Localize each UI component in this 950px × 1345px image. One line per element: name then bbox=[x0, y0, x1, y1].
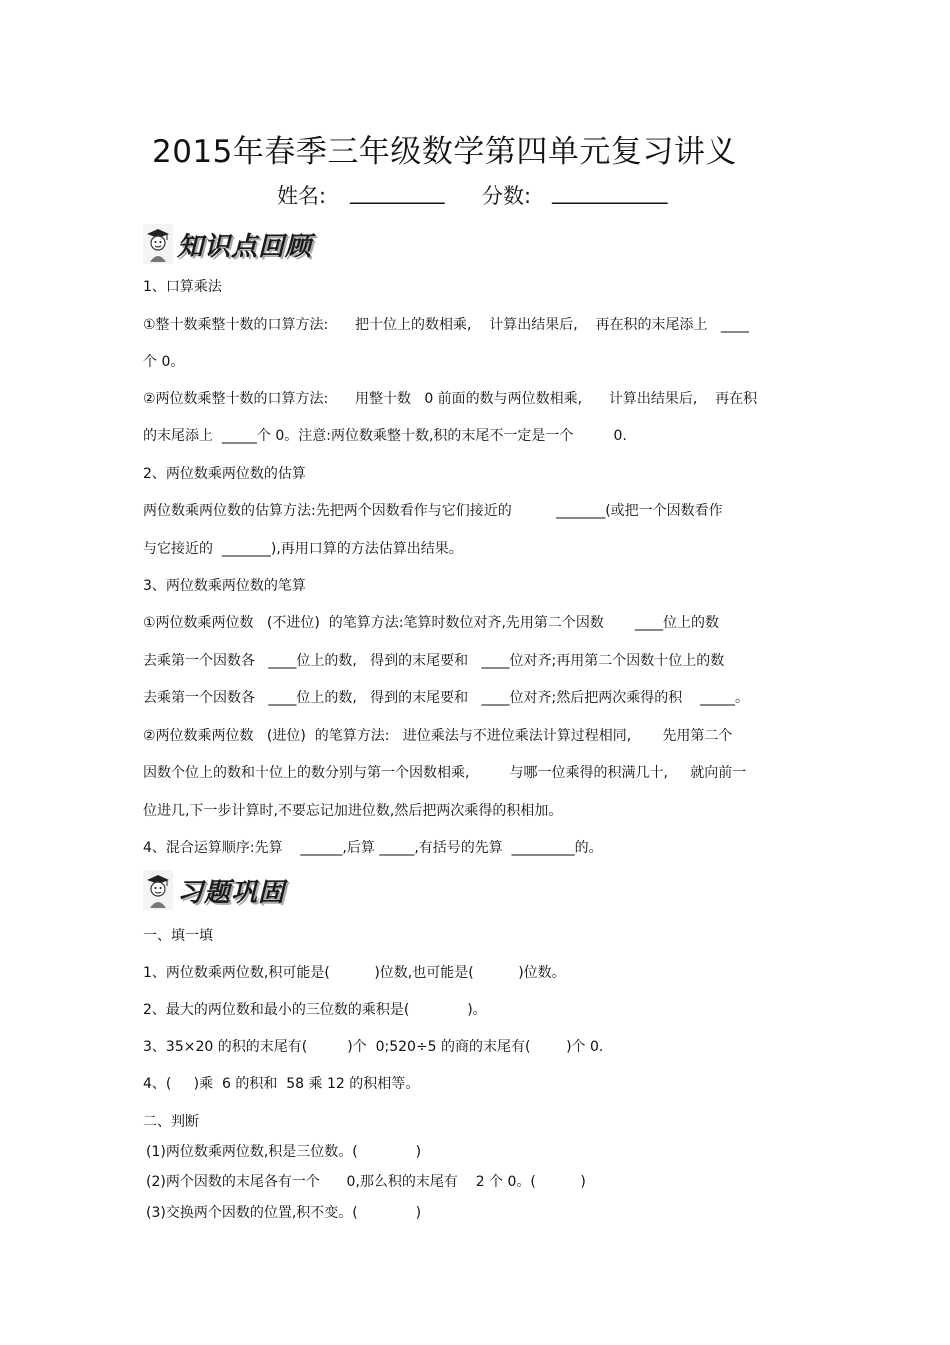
text-line: 与它接近的 _______),再用口算的方法估算出结果。 bbox=[143, 541, 463, 557]
text-line: ②两位数乘整十数的口算方法: 用整十数 0 前面的数与两位数相乘, 计算出结果后, 再在积 bbox=[143, 391, 758, 407]
text-line: 2、最大的两位数和最小的三位数的乘积是( )。 bbox=[143, 1002, 487, 1018]
text-line: 个 0。 bbox=[143, 354, 185, 370]
text-line: 一、填一填 bbox=[143, 928, 213, 944]
section-heading-review bbox=[143, 222, 312, 266]
text-line: 二、判断 bbox=[143, 1114, 199, 1130]
text-line: 3、两位数乘两位数的笔算 bbox=[143, 578, 306, 594]
section-heading-review-text: 知识点回顾 bbox=[177, 231, 313, 262]
name-blank[interactable]: _________ bbox=[350, 180, 445, 204]
text-line: (3)交换两个因数的位置,积不变。( ) bbox=[146, 1205, 422, 1221]
student-mascot-icon bbox=[143, 870, 173, 910]
text-line: (2)两个因数的末尾各有一个 0,那么积的末尾有 2 个 0。( ) bbox=[146, 1174, 586, 1190]
text-line: 位进几,下一步计算时,不要忘记加进位数,然后把两次乘得的积相加。 bbox=[143, 803, 563, 819]
text-line: ①两位数乘两位数 (不进位) 的笔算方法:笔算时数位对齐,先用第二个因数 ____位上的数 bbox=[143, 615, 720, 631]
name-label: 姓名: bbox=[277, 184, 327, 208]
text-line: 4、( )乘 6 的积和 58 乘 12 的积相等。 bbox=[143, 1076, 420, 1092]
section-heading-exercises-text: 习题巩固 bbox=[177, 877, 286, 908]
text-line: 的末尾添上 _____个 0。注意:两位数乘整十数,积的末尾不一定是一个 0. bbox=[143, 428, 627, 444]
text-line: ①整十数乘整十数的口算方法: 把十位上的数相乘, 计算出结果后, 再在积的末尾添上 ____ bbox=[143, 317, 749, 333]
text-line: 2、两位数乘两位数的估算 bbox=[143, 466, 306, 482]
text-line: 因数个位上的数和十位上的数分别与第一个因数相乘, 与哪一位乘得的积满几十, 就向前一 bbox=[143, 765, 747, 781]
score-blank[interactable]: ___________ bbox=[552, 180, 668, 204]
text-line: 去乘第一个因数各 ____位上的数, 得到的末尾要和 ____位对齐;然后把两次乘得的积 _____。 bbox=[143, 690, 750, 706]
text-line: 1、口算乘法 bbox=[143, 279, 222, 295]
score-label: 分数: bbox=[482, 184, 532, 208]
text-line: ②两位数乘两位数 (进位) 的笔算方法: 进位乘法与不进位乘法计算过程相同, 先用第二个 bbox=[143, 728, 733, 744]
section-heading-exercises bbox=[143, 868, 285, 912]
text-line: 去乘第一个因数各 ____位上的数, 得到的末尾要和 ____位对齐;再用第二个因数十位上的数 bbox=[143, 653, 725, 669]
text-line: 3、35×20 的积的末尾有( )个 0;520÷5 的商的末尾有( )个 0. bbox=[143, 1039, 604, 1055]
text-line: 4、混合运算顺序:先算 ______,后算 _____,有括号的先算 _________的。 bbox=[143, 840, 603, 856]
text-line: 1、两位数乘两位数,积可能是( )位数,也可能是( )位数。 bbox=[143, 965, 566, 981]
student-mascot-icon bbox=[143, 224, 173, 264]
page-title: 2015年春季三年级数学第四单元复习讲义 bbox=[152, 134, 737, 170]
text-line: (1)两位数乘两位数,积是三位数。( ) bbox=[146, 1144, 422, 1160]
text-line: 两位数乘两位数的估算方法:先把两个因数看作与它们接近的 _______(或把一个因数看作 bbox=[143, 503, 723, 519]
